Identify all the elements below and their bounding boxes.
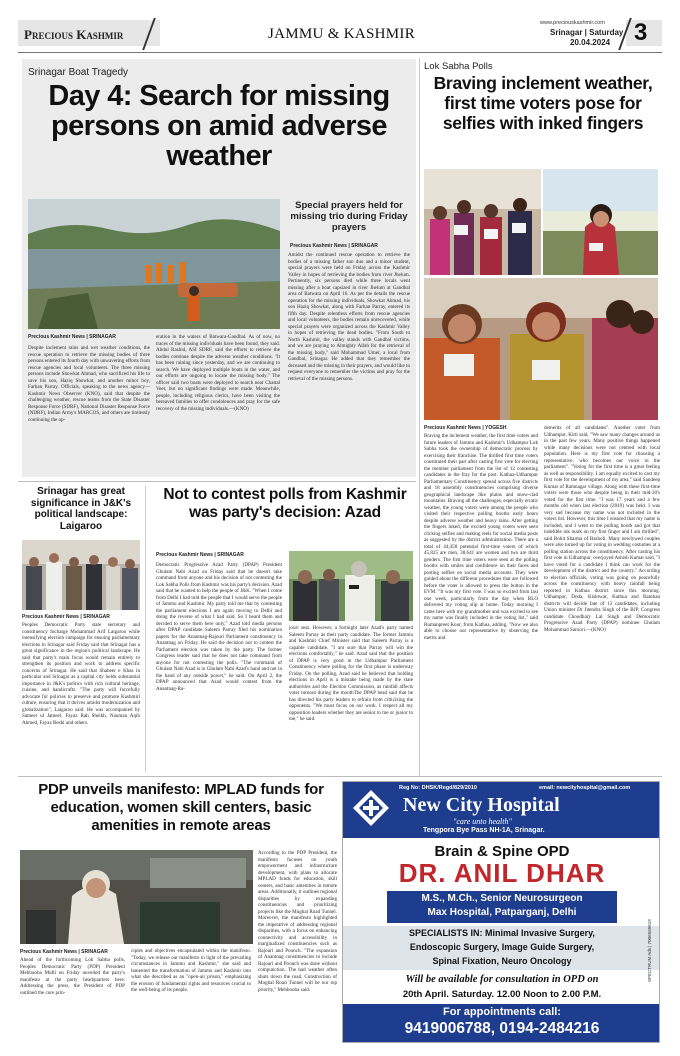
- boat-byline-right: Precious Kashmir News | SRINAGAR: [290, 243, 378, 249]
- masthead-date: 20.04.2024: [570, 38, 611, 47]
- hospital-ad: [342, 781, 660, 1043]
- azad-byline: Precious Kashmir News | SRINAGAR: [156, 552, 244, 558]
- pdp-photo: [20, 850, 253, 944]
- ad-spec-2: Endoscopic Surgery, Image Guide Surgery,: [409, 942, 595, 952]
- row3-rule: [18, 776, 662, 777]
- masthead: [18, 18, 662, 50]
- boat-column-2: eration in the waters of Batwara-Gandbal. As of now, no traces of the missing individuals have been found, they said. Abdul Rashid, ASI SDRF, said the efforts to retrieve the bodies continue despite the adverse weather conditions. "It has been raining since yesterday, and we are continuing to search. We have deployed multiple boats in the water, and our efforts are ongoing to locate the missing body." The officer said two boats were deployed to search near Chattal Veer, but no significant findings were made. Meanwhile, people, including religious clerics, have been visiting the bereaved families to offer condolences and pray for the safe recovery of the missing individuals.—(KNO): [156, 334, 280, 412]
- masthead-section: JAMMU & KASHMIR: [268, 26, 416, 42]
- laigaroo-divider: [145, 486, 146, 772]
- masthead-site: www.preciouskashmir.com: [540, 20, 605, 26]
- laigaroo-byline: Precious Kashmir News | SRINAGAR: [22, 614, 110, 620]
- voters-byline: Precious Kashmir News | YOGESH: [424, 425, 507, 431]
- boat-subhead: Special prayers held for missing trio during Friday prayers: [290, 200, 408, 233]
- masthead-rule: [18, 52, 662, 53]
- ad-opd-title: Brain & Spine OPD: [434, 843, 570, 860]
- laigaroo-body: Peoples Democratic Party state secretary and constituency Incharge Mohammad Arif Laigaroo while intensifying election campaign for ensuing parliamentary elections in Srinagar said Friday said that Srinagar has a great significance in the region's political landscape. He said that party's main focus would remain entirely to strengthen its position and work to address specific concerns of Srinagar. He said that Shaheer e Khas in particular and Srinagar as a capital city holds substantial importance in J&K's politics with rich cultural heritage, cuisine, and handicrafts. "The party will forcefully advocate for policies to preserve and promote Kashmiri culture, ensuring that it thrives amidst modernization and globalization", Laigaroo said. He was accompanied by Sameer ul Jameel, Fayaz Rah Sheikh, Nauman Aqib Ahmed, Fayaz Reshi and others.: [22, 622, 140, 726]
- voters-column-1: Braving the inclement weather, the first time voters and future leaders of Jammu and Kashmir's Udhampur Lok Sabha took the ownership of democratic process by exercising their franchise. The thrilled first time voters constituted their part after casting first vote for electing the member parliament from the list of 12 contesting candidates in the fray for the post. Kathua-Udhampur Parliamentary Constituency spread across five districts and 18 assembly constituencies comprising diverse geographical landscape like plains and snow-clad mountains. Braving all the challenges, especially erratic weather, the young voters were among the people who visited their respective polling booths early hours despite adverse weather and heavy rains. After getting the fingers inked, the excited young voters were seen clicking selfies and making reels for social media posts as suggested by the district administration. There are a total of 44,458 potential first-time voters of which 45,825 are men, 38,641 are women and two are third genders. The first time voters were seen at the polling booths with smiles and confidence on their faces and posting selfies on social media accounts. They were guided about the different procedures that are followed before the voter is allowed to press the button in the EVM. "It was my first vote. I was so excited from last one week, particularly from the day when BLO delivered my voting slip at home. Today morning I came here with my grandmother and was excited to see my name was finally included in the voting list," said Rumanpreet Kour, from Kathua, adding, "Now we also able to choose our representative by observing the merits and: [424, 433, 538, 641]
- ad-when: 20th April. Saturday. 12.00 Noon to 2.00 P.M.: [402, 989, 602, 1000]
- pdp-column-3: According to the PDP President, the manifesto focuses on youth empowerment and infrastructure development, with plans to allocate MPLAD funds for education, skill centers, and basic amenities in remote areas. Additionally, it outlines regional disparities by expanding constituencies and prioritizing projects like the Mughal Road Tunnel. Moreover, the manifesto highlighted the imperative of addressing regional disparities, with a focus on enhancing connectivity and accessibility in marginalized constituencies such as Rajouri and Poonch. "The expansion of Anantnag constituencies to include Rajouri and Poonch was done without compunction. The bad weather often shuts down the road. Construction of Mughal Road Tunnel will be our top priority," Mehbooba said.: [258, 850, 337, 993]
- ad-hospital-name: New City Hospital: [403, 794, 560, 816]
- ad-spec-3: Spinal Fixation, Neuro Oncology: [432, 956, 572, 966]
- ad-degree: M.S., M.Ch., Senior Neurosurgeon: [421, 893, 583, 904]
- voters-divider: [419, 58, 420, 776]
- ad-hospital-2: Max Hospital, Patparganj, Delhi: [427, 907, 577, 918]
- azad-column-2: jouri seat. However, a fortnight later Azad's party named Saleem Parray as their party candidate. The former Jammu and Kashmir Chief Minister said that Saleem Parray is a capable candidate. "I am sure that Parray will win the elections comfortably," he said. Azad said that the position of DPAP is very good in the Udhampur Parliament Constituency where polling for the first phase is underway Friday. On the polling, Azad said he believed that holding elections in April is a mistake being made by the state authorities and the Election Commission, as rainfall affects voter turnout during the monthThe DPAP head said that he has directed his party leaders to refrain from criticizing the opponents. "We must focus on our work. I respect all my opposition leaders whether they are senior to me or junior to me," he said.: [289, 625, 413, 722]
- voters-column-2: demerits of all candidates". Another voter from Udhampur, Kirti said, "We saw many changes around us in the past few years. Many positive things happened while many decisions were not centred with local population. Here is my first vote for choosing a representative, who becomes our voice in the parliament". "Voting for the first time is a great feeling as well as responsibility. I am equally excited to cast my first vote for the development of my area," said Sandeep Kumar of Ramnagar village. Along with these first-time voters were those who despite being in their mid-20's voted for the first time. "I was 17 years and a few months old when last election (2019) was held. I was very sad because my name was not included in the voters list. However, this time I ensured that my name is included, and I went to the polling booth and got that indelible ink mark on my first finger and I am thrilled", said Rohit Sharma of Basholi. Many newlywed couples were also turned up for voting in wedding costumes at a polling station across the constituency. After casting his first vote in Udhampur, overjoyed Ashish Kumar said, "I have voted for a candidate I think can work for the development of the district and the country." According to election officials, voting was going on peacefully across the constituency with heavy rainfall being reported in Kathua district since this morning. Udhampur, Doda, Kishtwar, Kathua and Ramban districts will decide fate of 12 candidates, including Union minister Dr Jitendra Singh of the BJP, Congress candidate Choudhary Lal Singh and Democratic Progressive Azad Party (DPAP) nominee Ghulam Mohammad Saroori.—(KNO): [544, 425, 660, 633]
- azad-headline: Not to contest polls from Kashmir was party's decision: Azad: [163, 486, 407, 521]
- voters-kicker: Lok Sabha Polls: [424, 61, 493, 72]
- ad-email: email: newcityhospital@gmail.com: [539, 785, 631, 791]
- boat-kicker: Srinagar Boat Tragedy: [28, 67, 129, 78]
- page-number: 3: [634, 19, 648, 46]
- boat-rescue-photo: [28, 199, 280, 329]
- boat-column-3: Amidst the continued rescue operation to retrieve the bodies of a missing father son duo and a minor student, special prayers were held on Friday across the Kashmir Valley in hopes of retrieving the bodies from river Jhelum. Pertinently, six persons died while three locals went missing after a boat capsized in river Jhelum at Gandbal area of Batwara on April 16. As per the details the rescue operation for the missing individuals, Showkat Ahmad, his son Haziq Showkat, along with Farhan Parray, entered its fifth day. Despite relentless efforts from rescue agencies and local volunteers, the bodies remain unrecovered, while special prayers were organized across the Kashmir Valley in hopes of retrieving the dead bodies. "From South to North Kashmir, the valley stands with Gandbal victims, and we are praying to Almighty Allah for the retrieval of the missing body," said Mohammad Umer, a local from Gandbal, Srinagar. He added that they remember the deceased and the missing in their prayers, and would like to request everyone to remember the victims and pray for the retrieval of the missing persons.: [288, 252, 410, 382]
- boat-column-1: Despite inclement rains and wet weather conditions, the rescue operation to retrieve the missing bodies of three persons entered its fourth day with unwavering efforts from rescue agencies and local volunteers. The three missing persons include Showkat Ahmad, who sacrificed his life to save his son, Haziq Showkat, and another minor boy, Farhan Parray. Officials, speaking to the news agency—Kashmir News Observer (KNO), said that despite the challenging weather, rescue teams from the State Disaster Response Force (SDRF), National Disaster Response Force (NDRF), Indian Army's MARCOS, and others are tirelessly continuing the op-: [28, 345, 150, 423]
- laigaroo-photo: [22, 540, 140, 610]
- ad-emblem-icon: [351, 788, 391, 828]
- masthead-paper-name: Precious Kashmir: [24, 27, 124, 42]
- laigaroo-headline: Srinagar has great significance in J&K's political landscape: Laigaroo: [30, 486, 132, 532]
- pdp-column-2: ciples and objectives encapsulated within the manifesto. "Today, we release our manifesto in light of the prevailing circumstances in Jammu and Kashmir," she said and lamented the transformation of Jammu and Kashmir into what she described as an "open-air prison," emphasizing the erosion of fundamental rights and resources crucial to the well-being of its people.: [131, 948, 251, 993]
- voters-photo-3: [424, 278, 658, 420]
- ad-side-credit: SPECTRUM Ads | 7006560619: [647, 919, 652, 982]
- ad-tagline: "care unto health": [453, 817, 512, 826]
- ad-address: Tengpora Bye Pass NH-1A, Srinagar.: [423, 827, 545, 834]
- voters-photo-1: [424, 169, 541, 275]
- ad-appointments-label: For appointments call:: [443, 1006, 561, 1018]
- pdp-column-1: Ahead of the forthcoming Lok Sabha polls, Peoples Democratic Party (PDP) President Mehbooba Mufti on Friday unveiled the party's manifesto at the party headquarters here. Addressing the press, the President of PDP outlined the core prin-: [20, 957, 125, 996]
- ad-doctor-name: DR. ANIL DHAR: [398, 858, 606, 888]
- masthead-dateline: Srinagar | Saturday: [550, 28, 624, 37]
- boat-headline: Day 4: Search for missing persons on amid adverse weather: [48, 80, 390, 172]
- ad-phone-numbers: 9419006788, 0194-2484216: [404, 1020, 600, 1037]
- voters-headline: Braving inclement weather, first time voters pose for selfies with inked fingers: [433, 73, 653, 133]
- voters-photo-2: [543, 169, 658, 275]
- pdp-headline: PDP unveils manifesto: MPLAD funds for education, women skill centers, basic amenities in remote areas: [38, 781, 324, 834]
- ad-availability: Will be available for consultation in OPD on: [405, 974, 599, 985]
- ad-spec-1: SPECIALISTS IN: Minimal Invasive Surgery,: [409, 928, 595, 938]
- row2-rule: [18, 481, 416, 482]
- ad-reg-no: Reg No: DHSK/Regd/829/2010: [399, 785, 477, 791]
- azad-column-1: Democratic Progressive Azad Party (DPAP) President Ghulam Nabi Azad on Friday said that he doesn't take command from anyone and his decision of not contesting the Lok Sabha Polls from Kashmir was his party's decision. Azad said that he wanted to help the people of J&K. "When I come from Delhi I had told the people that I would serve the people of Jammu and Kashmir. My party told me that by contesting the parliament elections I am again moving to Delhi and doing the reverse of what I had said. So I heard them and decided to serve them here only," Azad told media persons after DPAP candidate Saleem Parray filed his nomination papers for the Anantnag-Rajouri Parliament constituency in Anantnag on Friday. He said the decision not to contest the Parliament election was taken by the party. The former Congress leader said that he does not take command from anyone for not contesting the polls. "The command of Ghulam Nabi Azad is in Ghulam Nabi Azad's hand and not in the hand of any outside power," he said. On April 2, the DPAP announced that Azad would contest from the Anantnag-Ra-: [156, 562, 282, 692]
- pdp-byline: Precious Kashmir News | SRINAGAR: [20, 949, 108, 955]
- boat-byline-photo: Precious Kashmir News | SRINAGAR: [28, 334, 116, 340]
- azad-photo: [289, 551, 413, 621]
